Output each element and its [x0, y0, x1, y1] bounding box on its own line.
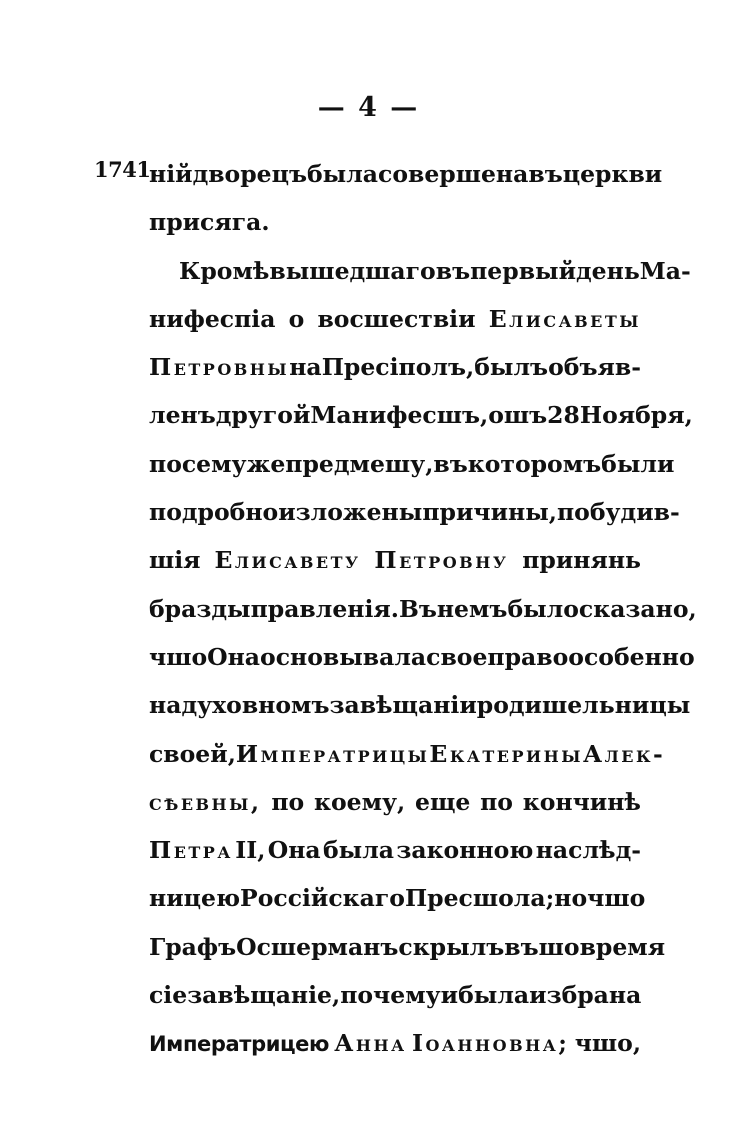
word-spaced: Алек-	[583, 739, 666, 768]
word: же	[246, 449, 286, 478]
word: дворецъ	[192, 160, 307, 188]
word: церкви	[562, 160, 663, 188]
text-line	[149, 923, 666, 971]
word: основывала	[260, 642, 427, 671]
word: Ноября,	[579, 401, 693, 430]
word-spaced: сѣевны,	[149, 787, 262, 816]
text-line	[149, 150, 663, 198]
word: сему	[181, 449, 247, 478]
word: ницею	[149, 884, 241, 913]
word: Ма-	[639, 256, 691, 285]
word-spaced: Iоанновна;	[411, 1029, 570, 1058]
word: кончинѣ	[522, 787, 641, 816]
word: была	[458, 981, 530, 1010]
word: чшо	[587, 884, 646, 913]
text-line	[149, 536, 641, 584]
text-line	[149, 247, 691, 295]
word: объяв-	[548, 353, 641, 382]
word: причины,	[422, 498, 557, 527]
text-line	[149, 681, 691, 729]
word: Кромѣ	[179, 256, 270, 285]
word: особенно	[568, 642, 695, 671]
text-line	[149, 1019, 641, 1067]
text-line	[149, 198, 641, 246]
word: по	[271, 787, 305, 816]
word: чшо	[149, 642, 208, 671]
word: коему,	[313, 787, 406, 816]
text-line	[149, 874, 646, 922]
word: родишельницы	[476, 691, 691, 720]
text-block	[149, 150, 697, 1068]
word: восшествiи	[317, 304, 476, 333]
word: былъ	[474, 353, 549, 382]
text-line	[149, 778, 641, 826]
word: Пресіполъ,	[321, 353, 475, 382]
word: въ	[528, 160, 563, 188]
word: на	[149, 691, 182, 720]
word: Манифесшъ,	[310, 401, 489, 430]
text-line	[149, 826, 641, 874]
word: ошъ	[488, 401, 548, 430]
word: Она	[207, 642, 261, 671]
word: изложены	[278, 498, 423, 527]
word: Россiйскаго	[240, 884, 405, 913]
word: принянь	[522, 546, 641, 575]
word: вышедшаго	[269, 256, 436, 285]
word-spaced: Императрицы	[235, 739, 430, 768]
word: и	[440, 981, 459, 1010]
word: право	[487, 642, 569, 671]
text-line	[149, 488, 680, 536]
word: 28	[547, 401, 580, 430]
word-spaced: Петровну	[374, 546, 509, 575]
word: еще	[415, 787, 471, 816]
word: въ	[433, 449, 468, 478]
text-line	[149, 730, 666, 778]
word: свое	[426, 642, 488, 671]
word: на	[289, 353, 322, 382]
word: предмешу,	[285, 449, 434, 478]
text-line	[149, 971, 641, 1019]
word: законною	[396, 836, 534, 865]
word: другой	[215, 401, 311, 430]
word: совершена	[378, 160, 529, 188]
word: Пресшола;	[404, 884, 555, 913]
word: немъ	[436, 594, 508, 623]
word: о	[288, 304, 305, 333]
word: почему	[340, 981, 441, 1010]
word-spaced: Анна	[334, 1029, 407, 1058]
word-spaced: Петровны	[149, 353, 290, 382]
text-line	[149, 440, 675, 488]
word: завѣщанiе,	[187, 981, 341, 1010]
word: въ	[435, 256, 471, 285]
word-spaced: Екатерины	[429, 739, 583, 768]
text-line	[149, 585, 697, 633]
word: день	[576, 256, 640, 285]
text-line	[149, 343, 641, 391]
word: сiе	[149, 981, 188, 1010]
word: была	[307, 160, 379, 188]
page-header: — 4 —	[317, 92, 420, 123]
word: II,	[235, 836, 266, 865]
word-spaced: Петра	[149, 836, 233, 865]
word: Осшерманъ	[236, 932, 399, 961]
word: шiя	[149, 546, 201, 575]
word: своей,	[149, 739, 236, 768]
word: подробно	[149, 498, 279, 527]
word-spaced: Елисавету	[214, 546, 361, 575]
word: которомъ	[467, 449, 602, 478]
word: нiй	[149, 160, 193, 188]
word: скрылъ	[398, 932, 505, 961]
word: правленiя.	[250, 594, 399, 623]
text-line	[149, 391, 693, 439]
text-line	[149, 633, 695, 681]
word: въ	[504, 932, 539, 961]
word: Она	[267, 836, 321, 865]
word: ленъ	[149, 401, 216, 430]
word: было	[507, 594, 579, 623]
margin-year: 1741.	[94, 157, 158, 182]
word-spaced: Елисаветы	[488, 304, 641, 333]
word: была	[322, 836, 394, 865]
word: чшо,	[574, 1029, 641, 1058]
text-line	[149, 295, 641, 343]
word: избрана	[529, 981, 642, 1010]
word: по	[480, 787, 513, 816]
word: завѣщанiи	[329, 691, 477, 720]
word-blackletter: Императрицею	[149, 1032, 330, 1057]
word: сказано,	[578, 594, 697, 623]
word: бразды	[149, 594, 251, 623]
word: духовномъ	[181, 691, 330, 720]
word: время	[579, 932, 666, 961]
word: Графъ	[149, 932, 237, 961]
word: первый	[470, 256, 577, 285]
word: наслѣд-	[535, 836, 641, 865]
word: шо	[538, 932, 580, 961]
word: но	[554, 884, 588, 913]
word: присяга.	[149, 208, 270, 237]
word: Въ	[398, 594, 437, 623]
word: нифеспіа	[149, 304, 276, 333]
word: побудив-	[556, 498, 680, 527]
word: были	[601, 449, 675, 478]
word: по	[149, 449, 182, 478]
